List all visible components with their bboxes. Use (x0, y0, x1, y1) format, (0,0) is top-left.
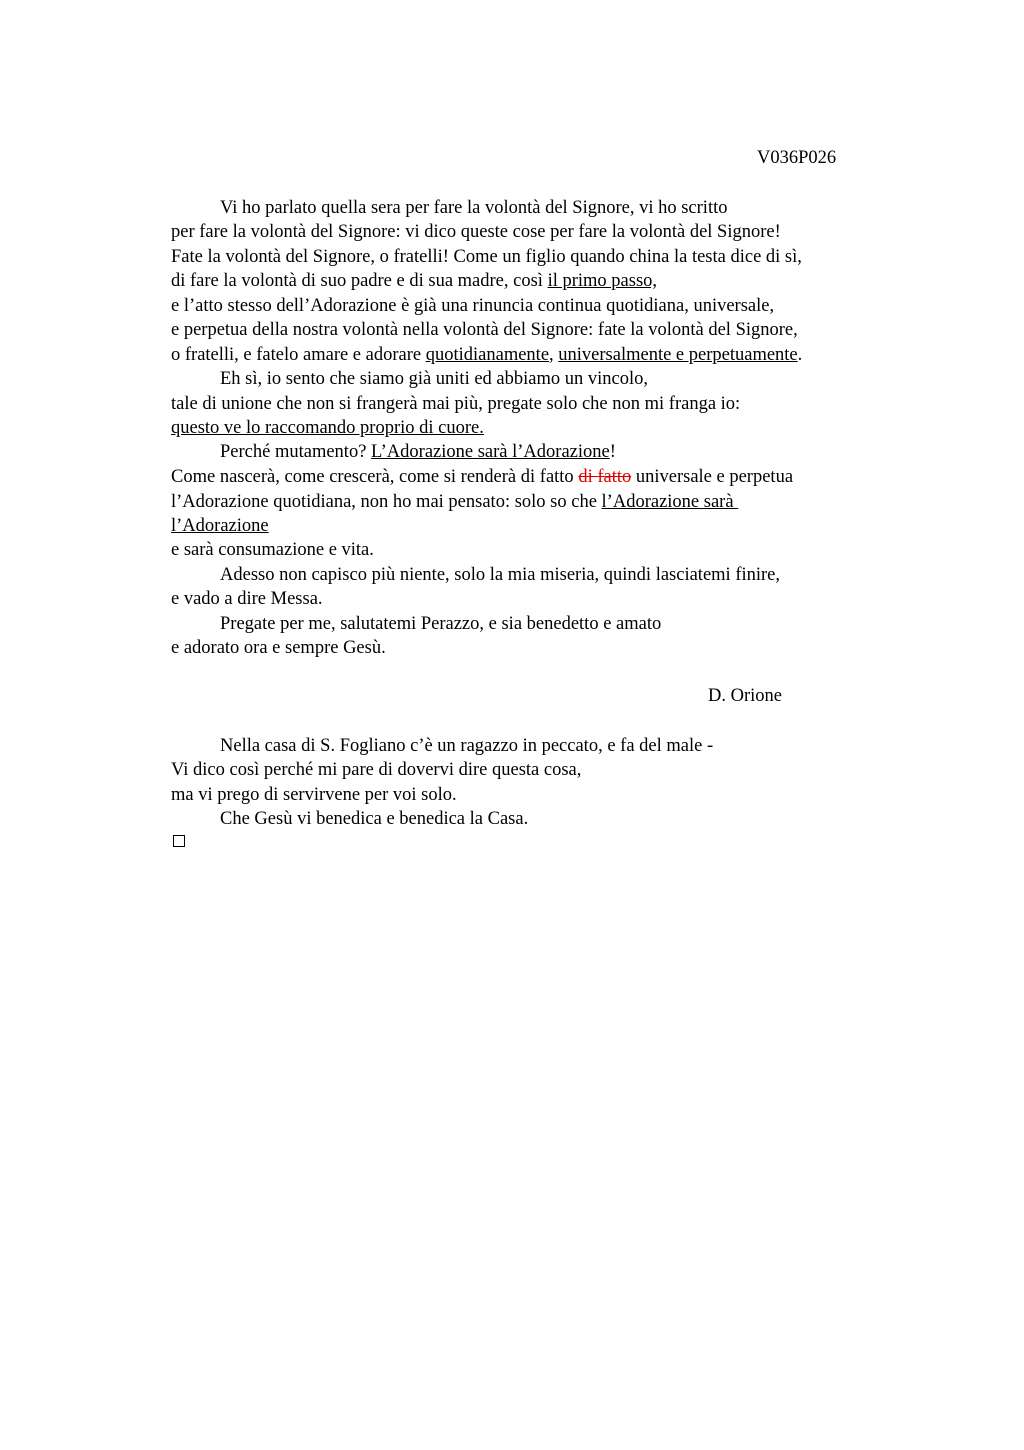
letter-line-9: tale di unione che non si frangerà mai più, pregate solo che non mi franga io: (171, 394, 741, 414)
signature: D. Orione (708, 686, 782, 706)
text-segment: universale e perpetua (631, 467, 794, 487)
letter-line-11 (220, 440, 616, 464)
underlined-text: quotidianamente (425, 345, 550, 365)
letter-line-8: Eh sì, io sento che siamo già uniti ed abbiamo un vincolo, (220, 369, 648, 389)
text-segment: o fratelli, e fatelo amare e adorare (171, 345, 426, 365)
page-reference: V036P026 (757, 148, 837, 168)
text-segment: di fare la volontà di suo padre e di sua madre, così (171, 271, 548, 291)
struck-through-text: di fatto (578, 467, 632, 487)
letter-line-4 (171, 269, 657, 293)
text-segment: , (549, 345, 559, 365)
postscript-line-1: Nella casa di S. Fogliano c’è un ragazzo in peccato, e fa del male - (220, 736, 714, 756)
letter-line-7 (171, 343, 802, 367)
letter-line-19: e adorato ora e sempre Gesù. (171, 638, 386, 658)
letter-line-3: Fate la volontà del Signore, o fratelli! Come un figlio quando china la testa dice di sì, (171, 247, 802, 267)
postscript-line-4: Che Gesù vi benedica e benedica la Casa. (220, 809, 529, 829)
letter-line-13 (171, 490, 738, 514)
text-segment: Perché mutamento? (220, 442, 372, 462)
end-mark-box (173, 835, 185, 847)
postscript-line-2: Vi dico così perché mi pare di dovervi dire questa cosa, (171, 760, 582, 780)
text-segment: l’Adorazione quotidiana, non ho mai pensato: solo so che (171, 492, 602, 512)
text-segment: . (797, 345, 803, 365)
underlined-text: universalmente e perpetuamente (558, 345, 798, 365)
underlined-text: il primo passo, (547, 271, 658, 291)
text-segment: Come nascerà, come crescerà, come si renderà di fatto (171, 467, 579, 487)
letter-line-10: questo ve lo raccomando proprio di cuore. (171, 418, 484, 438)
underlined-text: l’Adorazione sarà (601, 492, 739, 512)
letter-line-2: per fare la volontà del Signore: vi dico queste cose per fare la volontà del Signore! (171, 222, 781, 242)
letter-line-12 (171, 465, 793, 489)
letter-line-14: l’Adorazione (171, 516, 269, 536)
underlined-text: L’Adorazione sarà l’Adorazione (371, 442, 610, 462)
letter-line-16: Adesso non capisco più niente, solo la mia miseria, quindi lasciatemi finire, (220, 565, 781, 585)
postscript-line-3: ma vi prego di servirvene per voi solo. (171, 785, 457, 805)
letter-line-5: e l’atto stesso dell’Adorazione è già una rinuncia continua quotidiana, universale, (171, 296, 775, 316)
letter-line-17: e vado a dire Messa. (171, 589, 323, 609)
letter-line-15: e sarà consumazione e vita. (171, 540, 374, 560)
text-segment: ! (609, 442, 616, 462)
letter-line-6: e perpetua della nostra volontà nella volontà del Signore: fate la volontà del Signore, (171, 320, 798, 340)
letter-line-18: Pregate per me, salutatemi Perazzo, e sia benedetto e amato (220, 614, 662, 634)
letter-line-1: Vi ho parlato quella sera per fare la volontà del Signore, vi ho scritto (220, 198, 728, 218)
